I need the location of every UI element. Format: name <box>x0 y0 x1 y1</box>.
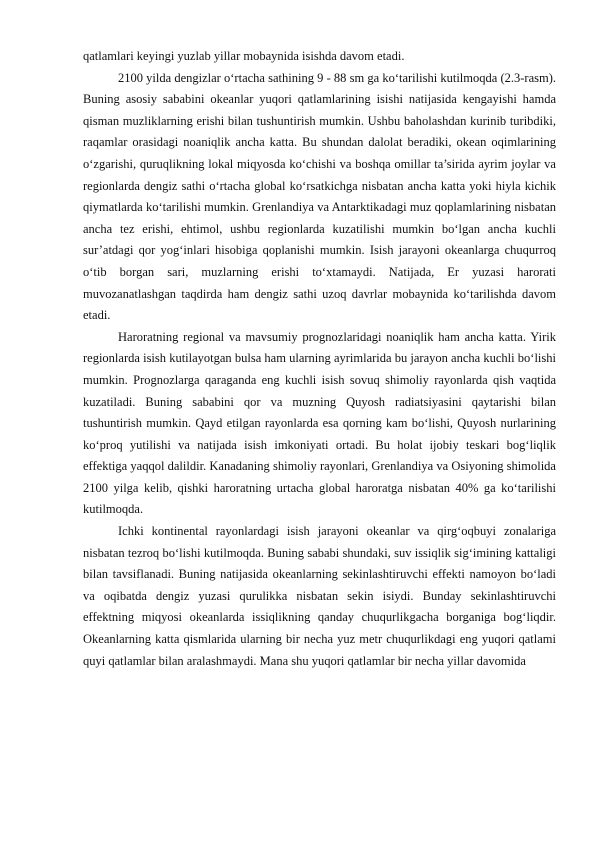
document-page <box>83 46 556 672</box>
paragraph-regional-temperature: Haroratning regional va mavsumiy prognozlaridagi noaniqlik ham ancha katta. Yirik regionlarda isish kutilayotgan bulsa ham ularning ayrimlarida bu jarayon ancha kuchli bo‘lishi mumkin. Prognozlarga qaraganda eng kuchli isish sovuq shimoliy rayonlarda qish vaqtida kuzatiladi. Buning sababini qor va muzning Quyosh radiatsiyasini qaytarishi bilan tushuntirish mumkin. Qayd etilgan rayonlarda esa qorning kam bo‘lishi, Quyosh nurlarining ko‘proq yutilishi va natijada isish imkoniyati ortadi. Bu holat ijobiy teskari bog‘liqlik effektiga yaqqol dalildir. Kanadaning shimoliy rayonlari, Grenlandiya va Osiyoning shimolida 2100 yilga kelib, qishki haroratning urtacha global haroratga nisbatan 40% ga ko‘tarilishi kutilmoqda. <box>83 329 556 517</box>
paragraph-continental-warming: Ichki kontinental rayonlardagi isish jarayoni okeanlar va qirg‘oqbuyi zonalariga nisbatan tezroq bo‘lishi kutilmoqda. Buning sababi shundaki, suv issiqlik sig‘imining kattaligi bilan tavsiflanadi. Buning natijasida okeanlarning sekinlashtiruvchi effekti namoyon bo‘ladi va oqibatda dengiz yuzasi qurulikka nisbatan sekin isiydi. Bunday sekinlashtiruvchi effektning miqyosi okeanlarda issiqlikning qanday chuqurlikgacha borganiga bog‘liqdir. Okeanlarning katta qismlarida ularning bir necha yuz metr chuqurlikdagi eng yuqori qatlami quyi qatlamlar bilan aralashmaydi. Mana shu yuqori qatlamlar bir necha yillar davomida <box>83 524 556 668</box>
paragraph-continuation: qatlamlari keyingi yuzlab yillar mobaynida isishda davom etadi. <box>83 49 405 63</box>
paragraph-sea-level-rise: 2100 yilda dengizlar o‘rtacha sathining 9 - 88 sm ga ko‘tarilishi kutilmoqda (2.3-rasm). Buning asosiy sababini okeanlar yuqori qatlamlarining isishi natijasida kengayishi hamda qisman muzliklarning erishi bilan tushuntirish mumkin. Ushbu baholashdan kurinib turibdiki, raqamlar orasidagi noaniqlik ancha katta. Bu shundan dalolat beradiki, okean oqimlarining o‘zgarishi, quruqlikning lokal miqyosda ko‘chishi va boshqa omillar ta’sirida ayrim joylar va regionlarda dengiz sathi o‘rtacha global ko‘rsatkichga nisbatan ancha katta yoki hiyla kichik qiymatlarda ko‘tarilishi mumkin. Grenlandiya va Antarktikadagi muz qoplamlarining nisbatan ancha tez erishi, ehtimol, ushbu regionlarda kuzatilishi mumkin bo‘lgan ancha kuchli sur’atdagi qor yog‘inlari hisobiga qoplanishi mumkin. Isish jarayoni okeanlarga chuqurroq o‘tib borgan sari, muzlarning erishi to‘xtamaydi. Natijada, Er yuzasi harorati muvozanatlashgan taqdirda ham dengiz sathi uzoq davrlar mobaynida ko‘tarilishda davom etadi. <box>83 70 556 323</box>
